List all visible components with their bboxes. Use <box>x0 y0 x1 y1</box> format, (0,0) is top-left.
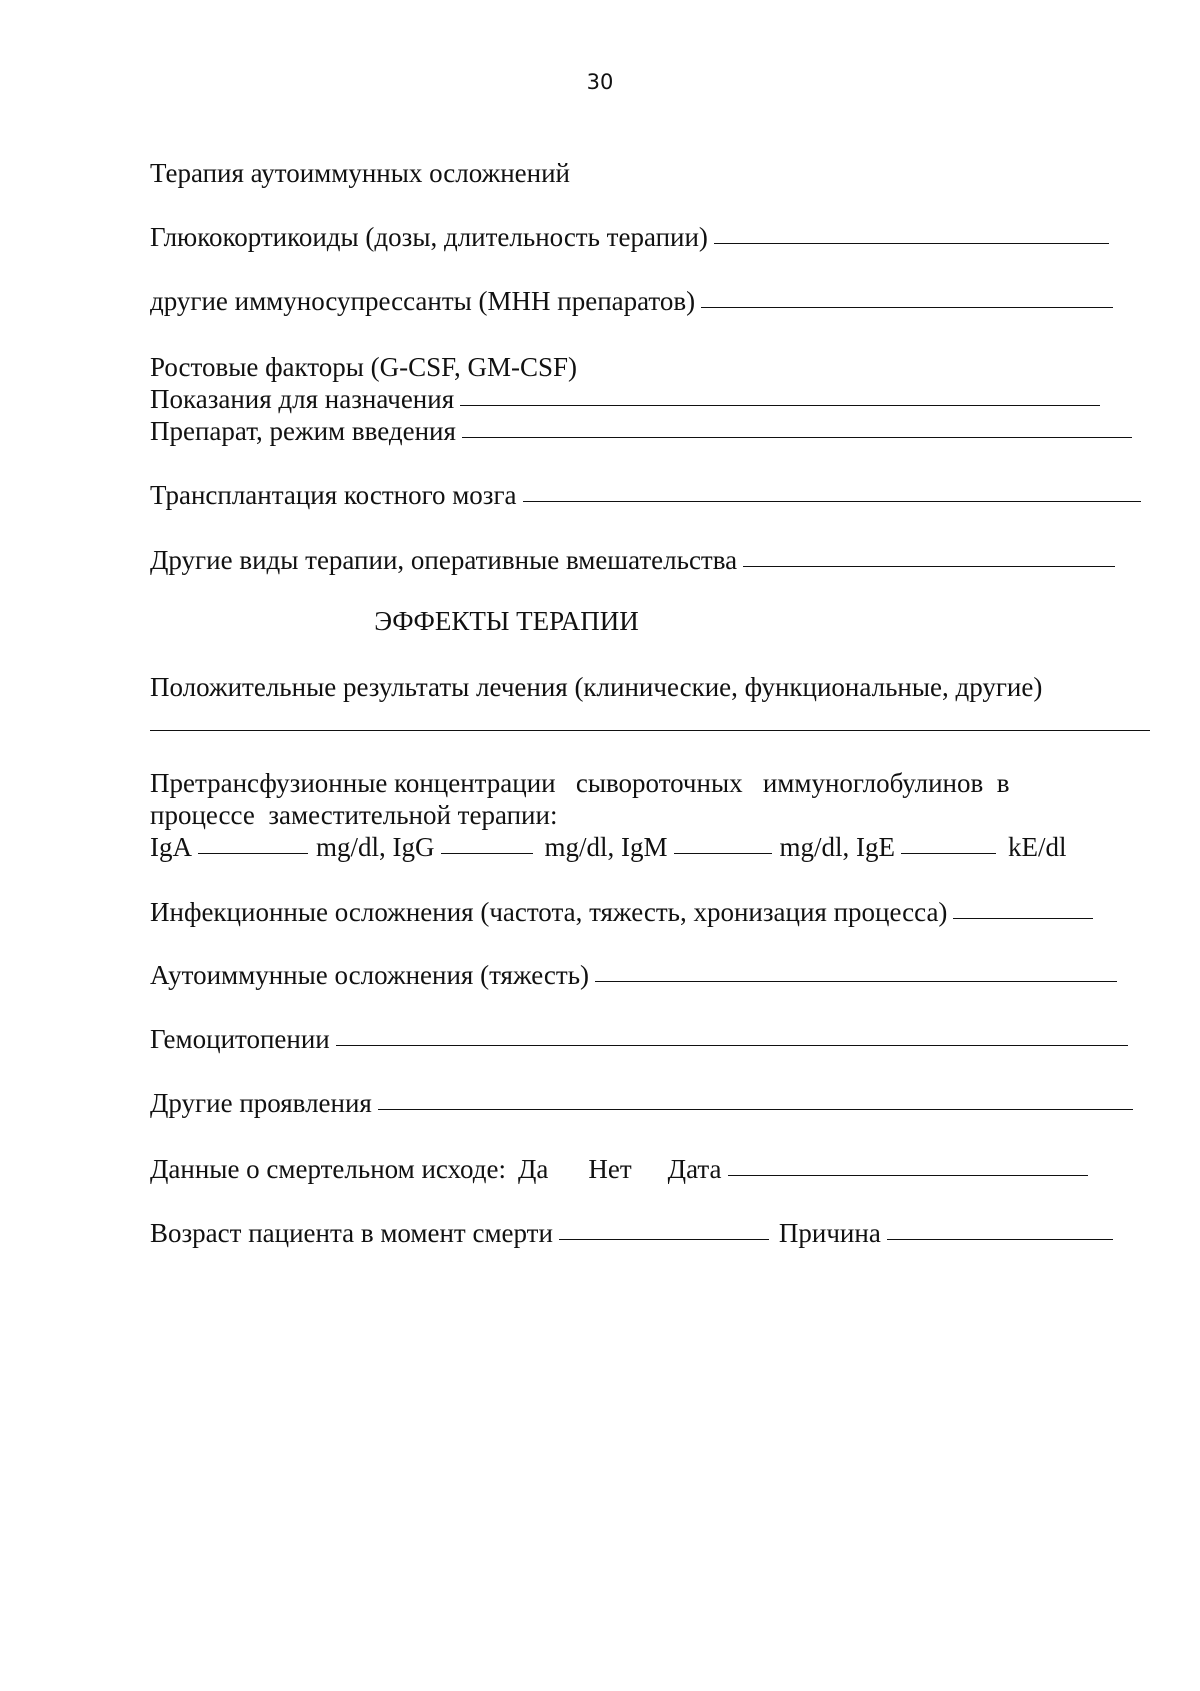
effects-heading: ЭФФЕКТЫ ТЕРАПИИ <box>374 606 639 636</box>
bmt-field <box>150 479 1141 511</box>
other-manifestations-field <box>150 1087 1133 1119</box>
section-title-therapy <box>150 157 570 189</box>
infectious-label: Инфекционные осложнения (частота, тяжесть, хронизация процесса) <box>150 897 948 927</box>
glucocorticoids-label: Глюкокортикоиды (дозы, длительность терапии) <box>150 222 708 252</box>
iga-blank[interactable] <box>198 852 308 854</box>
autoimmune-label: Аутоиммунные осложнения (тяжесть) <box>150 960 590 990</box>
glucocorticoids-field <box>150 221 1109 253</box>
pretransfusion-line-2 <box>150 799 557 831</box>
indications-label: Показания для назначения <box>150 384 455 414</box>
other-therapy-field <box>150 544 1115 576</box>
pretransfusion-text-2: процессе заместительной терапии: <box>150 800 558 830</box>
growth-factors-label: Ростовые факторы (G-CSF, GM-CSF) <box>150 352 578 382</box>
drug-regimen-label: Препарат, режим введения <box>150 416 456 446</box>
other-manifestations-blank[interactable] <box>378 1108 1133 1110</box>
ige-unit: kE/dl <box>1008 832 1067 862</box>
age-at-death-label: Возраст пациента в момент смерти <box>150 1218 553 1248</box>
igm-label: mg/dl, IgM <box>544 832 668 862</box>
igg-label: mg/dl, IgG <box>316 832 435 862</box>
other-therapy-blank[interactable] <box>743 565 1115 567</box>
growth-factors-label-row <box>150 351 577 383</box>
cytopenias-label: Гемоцитопении <box>150 1024 330 1054</box>
other-therapy-label: Другие виды терапии, оперативные вмешательства <box>150 545 738 575</box>
age-at-death-blank[interactable] <box>559 1238 769 1240</box>
death-no-option[interactable]: Нет <box>588 1154 632 1184</box>
death-date-blank[interactable] <box>728 1174 1088 1176</box>
pretransfusion-text-1: Претрансфузионные концентрации сывороточных иммуноглобулинов в <box>150 768 1010 798</box>
bmt-label: Трансплантация костного мозга <box>150 480 517 510</box>
pretransfusion-line-1 <box>150 767 1010 799</box>
death-data-field <box>150 1153 1088 1185</box>
indications-blank[interactable] <box>460 404 1100 406</box>
death-date-label: Дата <box>667 1154 722 1184</box>
immunosuppressants-label: другие иммуносупрессанты (МНН препаратов) <box>150 286 696 316</box>
immunosuppressants-blank[interactable] <box>701 306 1113 308</box>
drug-regimen-blank[interactable] <box>462 436 1132 438</box>
autoimmune-field <box>150 959 1117 991</box>
age-cause-field <box>150 1217 1113 1249</box>
cytopenias-field <box>150 1023 1128 1055</box>
section-title-text: Терапия аутоиммунных осложнений <box>150 158 571 188</box>
death-data-label: Данные о смертельном исходе: <box>150 1154 506 1184</box>
cause-label: Причина <box>778 1218 881 1248</box>
infectious-blank[interactable] <box>953 917 1093 919</box>
autoimmune-blank[interactable] <box>595 980 1117 982</box>
other-manifestations-label: Другие проявления <box>150 1088 372 1118</box>
igm-blank[interactable] <box>674 852 772 854</box>
glucocorticoids-blank[interactable] <box>714 242 1109 244</box>
page-number: 30 <box>586 70 614 94</box>
positive-results-label: Положительные результаты лечения (клинические, функциональные, другие) <box>150 672 1043 702</box>
iga-label: IgA <box>150 832 192 862</box>
cytopenias-blank[interactable] <box>336 1044 1128 1046</box>
drug-regimen-field <box>150 415 1132 447</box>
indications-field <box>150 383 1100 415</box>
ige-blank[interactable] <box>901 852 996 854</box>
positive-results-label-row <box>150 671 1042 703</box>
cause-blank[interactable] <box>887 1238 1113 1240</box>
igg-blank[interactable] <box>441 852 533 854</box>
ige-label: mg/dl, IgE <box>779 832 896 862</box>
positive-results-blank[interactable] <box>150 730 1150 731</box>
death-yes-option[interactable]: Да <box>517 1154 549 1184</box>
infectious-field <box>150 896 1093 928</box>
bmt-blank[interactable] <box>523 500 1141 502</box>
immunosuppressants-field <box>150 285 1113 317</box>
immunoglobulin-values-row <box>150 831 1067 863</box>
